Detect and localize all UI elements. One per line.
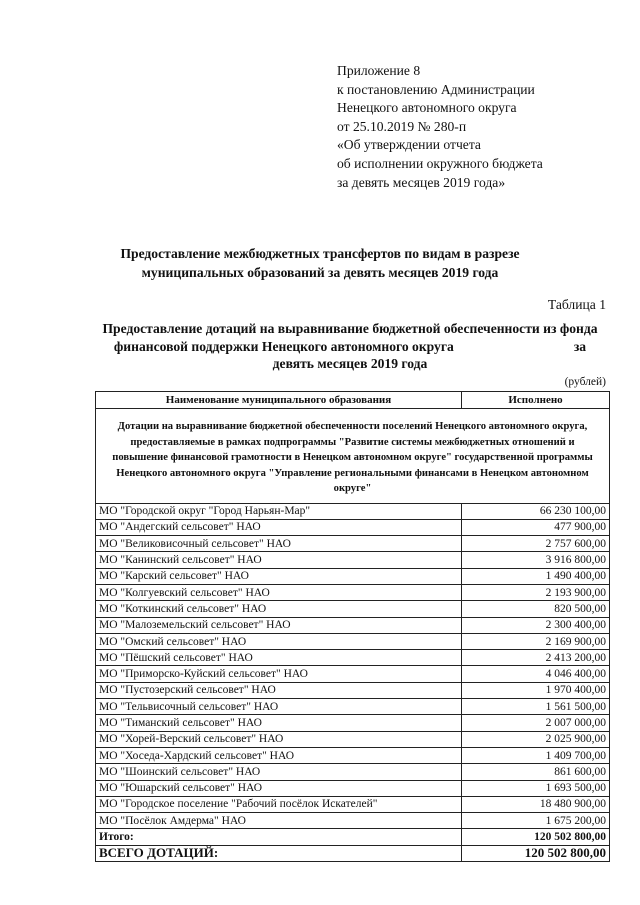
municipality-name: МО "Пустозерский сельсовет" НАО xyxy=(96,682,462,698)
executed-amount: 3 916 800,00 xyxy=(462,552,610,568)
executed-amount: 1 409 700,00 xyxy=(462,747,610,763)
subsidies-table xyxy=(95,391,610,862)
table-row xyxy=(96,519,610,535)
table-row xyxy=(96,780,610,796)
executed-amount: 18 480 900,00 xyxy=(462,796,610,812)
table-title-line xyxy=(80,338,620,356)
appendix-line: за девять месяцев 2019 года» xyxy=(337,174,506,190)
executed-amount: 861 600,00 xyxy=(462,764,610,780)
table-row xyxy=(96,796,610,812)
table-row xyxy=(96,617,610,633)
municipality-name: МО "Великовисочный сельсовет" НАО xyxy=(96,536,462,552)
appendix-line: Приложение 8 xyxy=(337,63,421,78)
column-header-name: Наименование муниципального образования xyxy=(96,392,462,409)
grand-total-row-value: 120 502 800,00 xyxy=(462,845,610,861)
section-row xyxy=(96,409,610,504)
municipality-name: МО "Юшарский сельсовет" НАО xyxy=(96,780,462,796)
grand-total-row xyxy=(96,845,610,861)
municipality-name: МО "Пёшский сельсовет" НАО xyxy=(96,650,462,666)
executed-amount: 2 025 900,00 xyxy=(462,731,610,747)
table-label: Таблица 1 xyxy=(547,297,606,312)
municipality-name: МО "Посёлок Амдерма" НАО xyxy=(96,813,462,829)
appendix-block xyxy=(337,62,543,192)
table-title-line: девять месяцев 2019 года xyxy=(272,356,428,371)
municipality-name: МО "Приморско-Куйский сельсовет" НАО xyxy=(96,666,462,682)
executed-amount: 1 970 400,00 xyxy=(462,682,610,698)
executed-amount: 2 413 200,00 xyxy=(462,650,610,666)
executed-amount: 1 675 200,00 xyxy=(462,813,610,829)
executed-amount: 2 757 600,00 xyxy=(462,536,610,552)
municipality-name: МО "Карский сельсовет" НАО xyxy=(96,568,462,584)
municipality-name: МО "Хорей-Верский сельсовет" НАО xyxy=(96,731,462,747)
table-row xyxy=(96,747,610,763)
executed-amount: 1 561 500,00 xyxy=(462,699,610,715)
table-row xyxy=(96,715,610,731)
municipality-name: МО "Городской округ "Город Нарьян-Мар" xyxy=(96,503,462,519)
executed-amount: 477 900,00 xyxy=(462,519,610,535)
appendix-line: к постановлению Администрации xyxy=(337,81,535,97)
column-header-value: Исполнено xyxy=(462,392,610,409)
total-row-value: 120 502 800,00 xyxy=(462,829,610,845)
table-row xyxy=(96,552,610,568)
executed-amount: 1 693 500,00 xyxy=(462,780,610,796)
table-row xyxy=(96,813,610,829)
document-title-line: Предоставление межбюджетных трансфертов по видам в разрезе xyxy=(120,246,520,261)
executed-amount: 4 046 400,00 xyxy=(462,666,610,682)
table-row xyxy=(96,601,610,617)
appendix-line: Ненецкого автономного округа xyxy=(337,100,517,116)
table-row xyxy=(96,731,610,747)
table-row xyxy=(96,650,610,666)
table-title-part: финансовой поддержки Ненецкого автономного округа xyxy=(113,338,454,354)
table-row xyxy=(96,666,610,682)
executed-amount: 2 193 900,00 xyxy=(462,584,610,600)
table-title-part: за xyxy=(573,338,587,354)
municipality-name: МО "Канинский сельсовет" НАО xyxy=(96,552,462,568)
currency-unit: (рублей) xyxy=(564,376,606,388)
municipality-name: МО "Хоседа-Хардский сельсовет" НАО xyxy=(96,747,462,763)
municipality-name: МО "Омский сельсовет" НАО xyxy=(96,633,462,649)
table-header-row xyxy=(96,392,610,409)
appendix-line: об исполнении окружного бюджета xyxy=(337,155,543,171)
municipality-name: МО "Коткинский сельсовет" НАО xyxy=(96,601,462,617)
municipality-name: МО "Малоземельский сельсовет" НАО xyxy=(96,617,462,633)
appendix-line: от 25.10.2019 № 280-п xyxy=(337,118,467,134)
total-row-label: Итого: xyxy=(96,829,462,845)
municipality-name: МО "Андегский сельсовет" НАО xyxy=(96,519,462,535)
document-title xyxy=(60,244,580,282)
municipality-name: МО "Тельвисочный сельсовет" НАО xyxy=(96,699,462,715)
executed-amount: 2 300 400,00 xyxy=(462,617,610,633)
table-title xyxy=(80,320,620,373)
total-row xyxy=(96,829,610,845)
appendix-line: «Об утверждении отчета xyxy=(337,137,481,153)
executed-amount: 1 490 400,00 xyxy=(462,568,610,584)
municipality-name: МО "Колгуевский сельсовет" НАО xyxy=(96,584,462,600)
municipality-name: МО "Тиманский сельсовет" НАО xyxy=(96,715,462,731)
table-row xyxy=(96,536,610,552)
table-row xyxy=(96,682,610,698)
executed-amount: 66 230 100,00 xyxy=(462,503,610,519)
table-row xyxy=(96,633,610,649)
executed-amount: 2 169 900,00 xyxy=(462,633,610,649)
table-row xyxy=(96,568,610,584)
municipality-name: МО "Шоинский сельсовет" НАО xyxy=(96,764,462,780)
municipality-name: МО "Городское поселение "Рабочий посёлок Искателей" xyxy=(96,796,462,812)
executed-amount: 2 007 000,00 xyxy=(462,715,610,731)
table-row xyxy=(96,584,610,600)
grand-total-row-label: ВСЕГО ДОТАЦИЙ: xyxy=(96,845,462,861)
table-title-line: Предоставление дотаций на выравнивание бюджетной обеспеченности из фонда xyxy=(102,321,598,336)
section-description: Дотации на выравнивание бюджетной обеспеченности поселений Ненецкого автономного округа, предоставляемые в рамках подпрограммы "Развитие системы межбюджетных отношений и повышение финансовой грамотности в Ненецком автономном округе" государственной программы Ненецкого автономного округа "Управление региональными финансами в Ненецком автономном округе" xyxy=(96,409,610,504)
executed-amount: 820 500,00 xyxy=(462,601,610,617)
table-row xyxy=(96,503,610,519)
table-row xyxy=(96,699,610,715)
document-title-line: муниципальных образований за девять месяцев 2019 года xyxy=(141,265,499,280)
table-row xyxy=(96,764,610,780)
